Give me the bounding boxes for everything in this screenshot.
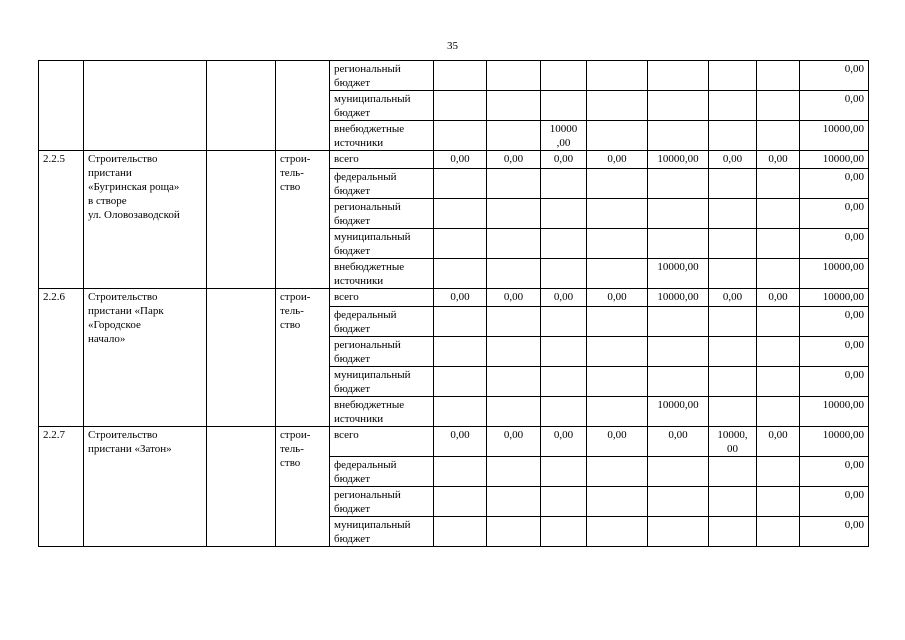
amount-cell xyxy=(541,199,587,229)
amount-cell xyxy=(648,61,709,91)
amount-cell xyxy=(587,229,648,259)
amount-cell xyxy=(434,307,487,337)
amount-cell xyxy=(541,367,587,397)
amount-cell xyxy=(487,307,541,337)
table-row xyxy=(39,151,869,169)
amount-cell xyxy=(434,169,487,199)
amount-cell xyxy=(541,397,587,427)
funding-source: всего xyxy=(330,151,434,169)
amount-cell xyxy=(757,337,800,367)
amount-cell: 0,00 xyxy=(434,427,487,457)
amount-cell: 10000 ,00 xyxy=(541,121,587,151)
amount-cell xyxy=(587,91,648,121)
item-name: Строительство пристани «Затон» xyxy=(84,427,207,547)
funding-source: внебюджетные источники xyxy=(330,397,434,427)
item-code: 2.2.5 xyxy=(39,151,84,289)
amount-cell xyxy=(587,337,648,367)
amount-cell: 0,00 xyxy=(487,289,541,307)
amount-cell: 10000,00 xyxy=(800,397,869,427)
amount-cell xyxy=(541,229,587,259)
funding-source: региональный бюджет xyxy=(330,487,434,517)
amount-cell xyxy=(709,169,757,199)
amount-cell xyxy=(587,517,648,547)
amount-cell xyxy=(757,397,800,427)
amount-cell: 0,00 xyxy=(709,151,757,169)
amount-cell: 10000,00 xyxy=(648,259,709,289)
amount-cell xyxy=(587,199,648,229)
amount-cell xyxy=(757,121,800,151)
amount-cell xyxy=(709,457,757,487)
table-row xyxy=(39,61,869,91)
item-responsible xyxy=(207,61,276,151)
amount-cell xyxy=(757,457,800,487)
amount-cell: 10000,00 xyxy=(800,151,869,169)
item-code: 2.2.6 xyxy=(39,289,84,427)
budget-table xyxy=(38,60,869,547)
amount-cell xyxy=(648,121,709,151)
amount-cell xyxy=(587,121,648,151)
amount-cell xyxy=(487,61,541,91)
item-name xyxy=(84,61,207,151)
amount-cell xyxy=(587,169,648,199)
amount-cell: 0,00 xyxy=(487,151,541,169)
funding-source: региональный бюджет xyxy=(330,199,434,229)
amount-cell xyxy=(709,337,757,367)
amount-cell xyxy=(541,259,587,289)
amount-cell: 0,00 xyxy=(800,61,869,91)
amount-cell xyxy=(487,457,541,487)
amount-cell xyxy=(541,517,587,547)
amount-cell xyxy=(709,91,757,121)
item-responsible xyxy=(207,151,276,289)
amount-cell: 0,00 xyxy=(757,427,800,457)
amount-cell xyxy=(757,199,800,229)
amount-cell xyxy=(541,337,587,367)
funding-source: федеральный бюджет xyxy=(330,457,434,487)
amount-cell: 0,00 xyxy=(800,91,869,121)
amount-cell xyxy=(587,397,648,427)
amount-cell: 0,00 xyxy=(800,307,869,337)
item-work-type: строи- тель- ство xyxy=(276,427,330,547)
amount-cell xyxy=(487,397,541,427)
amount-cell xyxy=(487,169,541,199)
amount-cell xyxy=(587,367,648,397)
amount-cell: 10000, 00 xyxy=(709,427,757,457)
amount-cell xyxy=(709,517,757,547)
amount-cell xyxy=(709,61,757,91)
amount-cell xyxy=(541,487,587,517)
amount-cell: 10000,00 xyxy=(648,151,709,169)
funding-source: внебюджетные источники xyxy=(330,121,434,151)
amount-cell xyxy=(709,199,757,229)
amount-cell xyxy=(487,229,541,259)
amount-cell xyxy=(709,259,757,289)
amount-cell: 0,00 xyxy=(800,487,869,517)
amount-cell: 10000,00 xyxy=(648,397,709,427)
amount-cell: 0,00 xyxy=(800,169,869,199)
amount-cell: 10000,00 xyxy=(800,289,869,307)
amount-cell xyxy=(587,259,648,289)
amount-cell xyxy=(434,61,487,91)
amount-cell xyxy=(434,229,487,259)
amount-cell: 0,00 xyxy=(648,427,709,457)
item-work-type xyxy=(276,61,330,151)
amount-cell xyxy=(648,337,709,367)
amount-cell: 10000,00 xyxy=(800,427,869,457)
amount-cell: 0,00 xyxy=(587,151,648,169)
amount-cell xyxy=(648,457,709,487)
amount-cell xyxy=(541,169,587,199)
amount-cell xyxy=(709,229,757,259)
amount-cell xyxy=(434,457,487,487)
amount-cell: 0,00 xyxy=(800,517,869,547)
amount-cell xyxy=(757,487,800,517)
amount-cell: 0,00 xyxy=(487,427,541,457)
amount-cell xyxy=(757,259,800,289)
amount-cell xyxy=(709,121,757,151)
amount-cell xyxy=(648,487,709,517)
amount-cell: 0,00 xyxy=(800,229,869,259)
amount-cell xyxy=(648,169,709,199)
funding-source: внебюджетные источники xyxy=(330,259,434,289)
amount-cell xyxy=(434,337,487,367)
amount-cell xyxy=(648,307,709,337)
amount-cell: 0,00 xyxy=(541,151,587,169)
amount-cell xyxy=(434,367,487,397)
item-work-type: строи- тель- ство xyxy=(276,151,330,289)
amount-cell xyxy=(757,91,800,121)
funding-source: региональный бюджет xyxy=(330,337,434,367)
item-responsible xyxy=(207,427,276,547)
amount-cell: 0,00 xyxy=(587,289,648,307)
amount-cell xyxy=(709,397,757,427)
amount-cell: 0,00 xyxy=(541,289,587,307)
amount-cell xyxy=(587,457,648,487)
amount-cell xyxy=(587,487,648,517)
funding-source: всего xyxy=(330,289,434,307)
amount-cell xyxy=(541,307,587,337)
funding-source: всего xyxy=(330,427,434,457)
amount-cell xyxy=(487,199,541,229)
item-responsible xyxy=(207,289,276,427)
amount-cell xyxy=(757,61,800,91)
amount-cell xyxy=(541,91,587,121)
funding-source: муниципальный бюджет xyxy=(330,517,434,547)
amount-cell xyxy=(648,517,709,547)
amount-cell: 10000,00 xyxy=(648,289,709,307)
amount-cell: 0,00 xyxy=(800,199,869,229)
funding-source: муниципальный бюджет xyxy=(330,229,434,259)
amount-cell: 0,00 xyxy=(757,289,800,307)
item-code: 2.2.7 xyxy=(39,427,84,547)
amount-cell xyxy=(487,517,541,547)
amount-cell xyxy=(487,487,541,517)
funding-source: региональный бюджет xyxy=(330,61,434,91)
amount-cell xyxy=(709,367,757,397)
amount-cell xyxy=(757,169,800,199)
amount-cell xyxy=(487,259,541,289)
item-code xyxy=(39,61,84,151)
table-row xyxy=(39,289,869,307)
amount-cell xyxy=(434,517,487,547)
amount-cell xyxy=(648,367,709,397)
amount-cell xyxy=(541,457,587,487)
amount-cell xyxy=(487,367,541,397)
amount-cell xyxy=(434,199,487,229)
amount-cell: 10000,00 xyxy=(800,121,869,151)
funding-source: федеральный бюджет xyxy=(330,169,434,199)
amount-cell xyxy=(434,397,487,427)
amount-cell xyxy=(757,367,800,397)
amount-cell xyxy=(757,307,800,337)
amount-cell: 0,00 xyxy=(757,151,800,169)
amount-cell xyxy=(648,229,709,259)
item-work-type: строи- тель- ство xyxy=(276,289,330,427)
amount-cell: 0,00 xyxy=(709,289,757,307)
amount-cell: 0,00 xyxy=(800,337,869,367)
amount-cell xyxy=(434,487,487,517)
amount-cell xyxy=(587,307,648,337)
page-number: 35 xyxy=(447,40,458,52)
amount-cell xyxy=(487,337,541,367)
table-row xyxy=(39,427,869,457)
amount-cell xyxy=(434,91,487,121)
amount-cell xyxy=(648,91,709,121)
funding-source: муниципальный бюджет xyxy=(330,91,434,121)
amount-cell: 0,00 xyxy=(800,457,869,487)
amount-cell xyxy=(541,61,587,91)
funding-source: муниципальный бюджет xyxy=(330,367,434,397)
amount-cell: 10000,00 xyxy=(800,259,869,289)
amount-cell xyxy=(709,307,757,337)
amount-cell: 0,00 xyxy=(434,289,487,307)
item-name: Строительство пристани «Бугринская роща» в створе ул. Оловозаводской xyxy=(84,151,207,289)
amount-cell xyxy=(757,229,800,259)
amount-cell xyxy=(487,91,541,121)
amount-cell xyxy=(487,121,541,151)
amount-cell: 0,00 xyxy=(434,151,487,169)
amount-cell xyxy=(587,61,648,91)
item-name: Строительство пристани «Парк «Городское начало» xyxy=(84,289,207,427)
amount-cell xyxy=(709,487,757,517)
amount-cell xyxy=(434,121,487,151)
amount-cell xyxy=(648,199,709,229)
amount-cell: 0,00 xyxy=(800,367,869,397)
funding-source: федеральный бюджет xyxy=(330,307,434,337)
amount-cell xyxy=(434,259,487,289)
amount-cell: 0,00 xyxy=(541,427,587,457)
amount-cell: 0,00 xyxy=(587,427,648,457)
amount-cell xyxy=(757,517,800,547)
